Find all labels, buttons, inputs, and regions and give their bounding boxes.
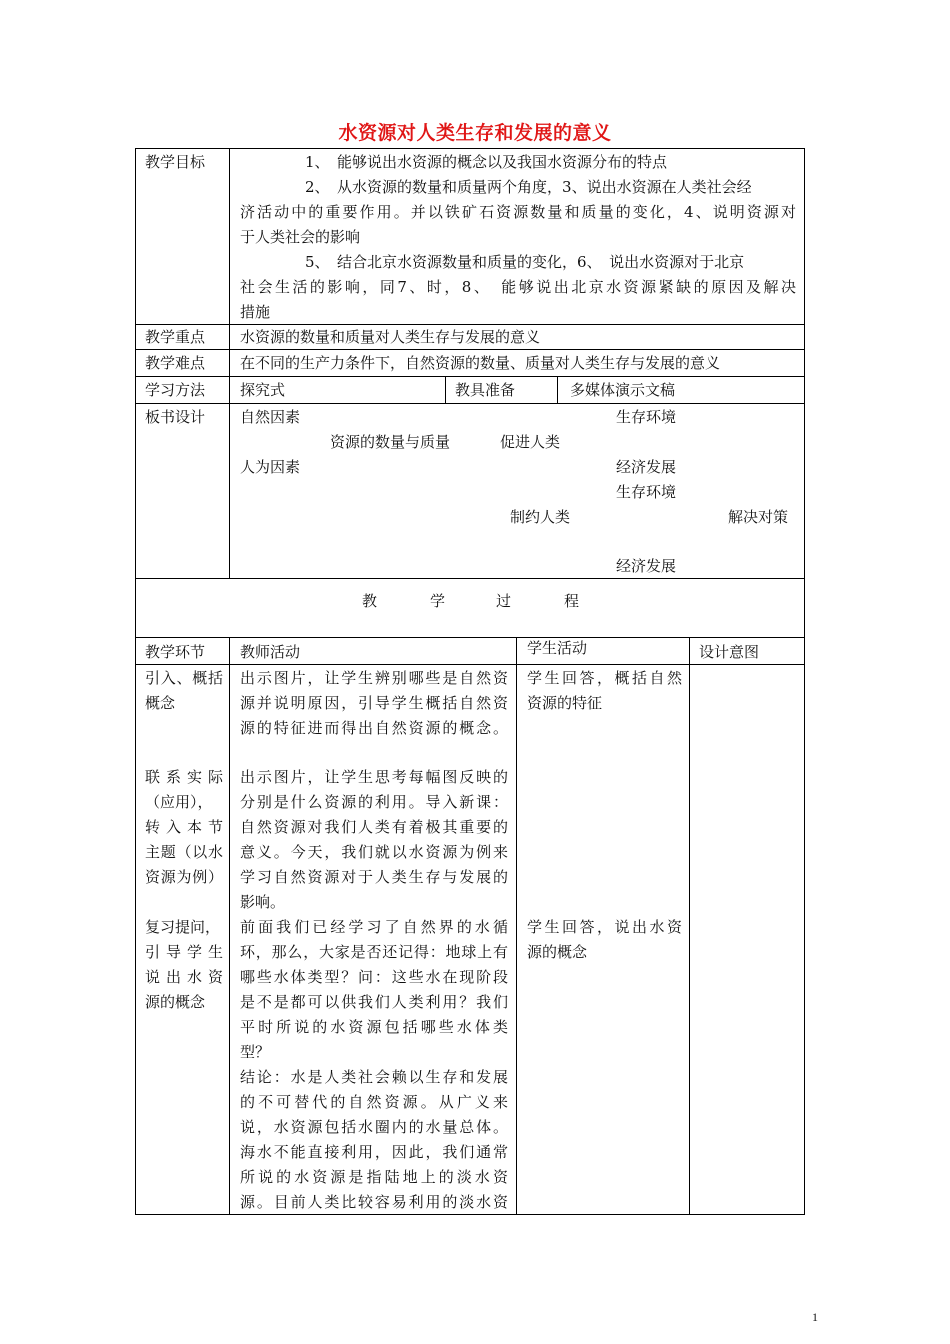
teacher-line: 前面我们已经学习了自然界的水循 xyxy=(240,918,508,936)
page-number: 1 xyxy=(812,1310,818,1324)
stage-line: 转 入 本 节 xyxy=(145,818,223,836)
stage-line: 引 导 学 生 xyxy=(145,943,223,961)
objective-line: 措施 xyxy=(240,303,271,321)
board-env-2: 生存环境 xyxy=(616,483,677,501)
teacher-line: 自然资源对我们人类有着极其重要的 xyxy=(240,818,508,836)
board-econ-1: 经济发展 xyxy=(616,458,677,476)
teacher-line: 环，那么，大家是否还记得：地球上有 xyxy=(240,943,508,961)
student-line: 源的概念 xyxy=(527,943,588,961)
teacher-line: 海水不能直接利用，因此，我们通常 xyxy=(240,1143,508,1161)
teacher-line: 说，水资源包括水圈内的水量总体。 xyxy=(240,1118,508,1136)
teacher-line: 分别是什么资源的利用。导入新课： xyxy=(240,793,508,811)
process-heading-char: 学 xyxy=(430,592,446,610)
tools-value: 多媒体演示文稿 xyxy=(570,381,676,399)
stage-line: 主题（以水 xyxy=(145,843,223,861)
student-line: 资源的特征 xyxy=(527,694,603,712)
objective-line: 5、 结合北京水资源数量和质量的变化，6、 说出水资源对于北京 xyxy=(305,253,745,271)
difficulty-label: 教学难点 xyxy=(145,354,206,372)
tools-label: 教具准备 xyxy=(455,381,516,399)
board-env-1: 生存环境 xyxy=(616,408,677,426)
col-stage: 教学环节 xyxy=(145,643,206,661)
method-value: 探究式 xyxy=(240,381,286,399)
teacher-line: 平时所说的水资源包括哪些水体类 xyxy=(240,1018,508,1036)
board-restrict: 制约人类 xyxy=(510,508,571,526)
teacher-line: 所说的水资源是指陆地上的淡水资 xyxy=(240,1168,508,1186)
teacher-line: 是不是都可以供我们人类利用？我们 xyxy=(240,993,508,1011)
teacher-line: 源并说明原因，引导学生概括自然资 xyxy=(240,694,508,712)
teacher-line: 学习自然资源对于人类生存与发展的 xyxy=(240,868,508,886)
objective-line: 1、 能够说出水资源的概念以及我国水资源分布的特点 xyxy=(305,153,668,171)
objective-line: 济活动中的重要作用。并以铁矿石资源数量和质量的变化，4、说明资源对 xyxy=(240,203,796,221)
stage-line: 联 系 实 际 xyxy=(145,768,223,786)
col-teacher: 教师活动 xyxy=(240,643,301,661)
stage-line: 说 出 水 资 xyxy=(145,968,223,986)
objective-line: 社会生活的影响，同7、时，8、 能够说出北京水资源紧缺的原因及解决 xyxy=(240,278,796,296)
teacher-line: 出示图片，让学生辨别哪些是自然资 xyxy=(240,669,508,687)
student-line: 学生回答，说出水资 xyxy=(527,918,682,936)
board-solution: 解决对策 xyxy=(728,508,789,526)
stage-line: 引入、概括 xyxy=(145,669,223,687)
key-point-label: 教学重点 xyxy=(145,328,206,346)
objectives-label: 教学目标 xyxy=(145,153,206,171)
board-natural-factor: 自然因素 xyxy=(240,408,301,426)
objective-line: 于人类社会的影响 xyxy=(240,228,361,246)
teacher-line: 影响。 xyxy=(240,893,286,911)
page-title: 水资源对人类生存和发展的意义 xyxy=(338,122,612,144)
board-promote: 促进人类 xyxy=(500,433,561,451)
stage-line: 概念 xyxy=(145,694,176,712)
teacher-line: 意义。今天，我们就以水资源为例来 xyxy=(240,843,508,861)
teacher-line: 源。目前人类比较容易利用的淡水资 xyxy=(240,1193,508,1211)
stage-line: 源的概念 xyxy=(145,993,206,1011)
stage-line: 资源为例） xyxy=(145,868,223,886)
teacher-line: 的不可替代的自然资源。从广义来 xyxy=(240,1093,508,1111)
process-heading-char: 程 xyxy=(564,592,580,610)
board-label: 板书设计 xyxy=(145,408,206,426)
teacher-line: 结论：水是人类社会赖以生存和发展 xyxy=(240,1068,508,1086)
method-label: 学习方法 xyxy=(145,381,206,399)
key-point-text: 水资源的数量和质量对人类生存与发展的意义 xyxy=(240,328,541,346)
difficulty-text: 在不同的生产力条件下，自然资源的数量、质量对人类生存与发展的意义 xyxy=(240,354,721,372)
objective-line: 2、 从水资源的数量和质量两个角度，3、说出水资源在人类社会经 xyxy=(305,178,752,196)
stage-line: （应用）， xyxy=(145,793,213,811)
col-intent: 设计意图 xyxy=(699,643,760,661)
teacher-line: 型？ xyxy=(240,1043,271,1061)
process-heading-char: 过 xyxy=(496,592,512,610)
board-human-factor: 人为因素 xyxy=(240,458,301,476)
teacher-line: 出示图片，让学生思考每幅图反映的 xyxy=(240,768,508,786)
board-econ-2: 经济发展 xyxy=(616,557,677,575)
board-resource: 资源的数量与质量 xyxy=(330,433,451,451)
process-heading-char: 教 xyxy=(362,592,378,610)
teacher-line: 哪些水体类型？问：这些水在现阶段 xyxy=(240,968,508,986)
teacher-line: 源的特征进而得出自然资源的概念。 xyxy=(240,719,508,737)
col-student: 学生活动 xyxy=(527,639,588,657)
stage-line: 复习提问， xyxy=(145,918,221,936)
student-line: 学生回答，概括自然 xyxy=(527,669,682,687)
